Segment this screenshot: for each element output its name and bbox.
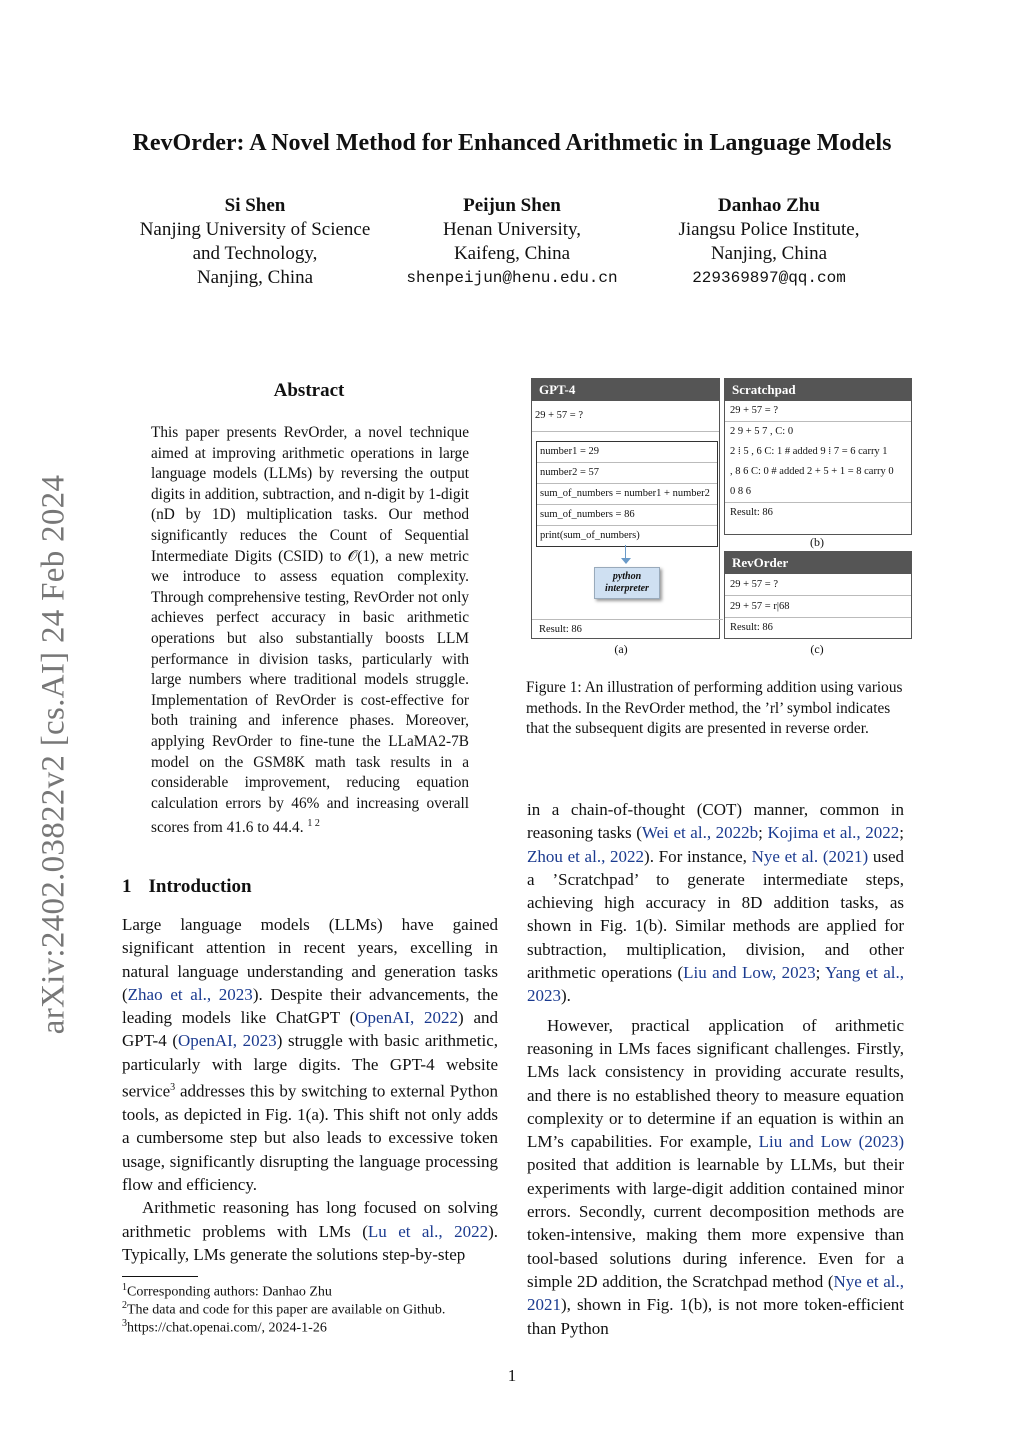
page-number: 1 [507, 1366, 517, 1385]
citation-link[interactable]: Yang et al., 2023 [527, 963, 904, 1006]
result-line: Result: 86 [730, 507, 773, 518]
paragraph: Large language models (LLMs) have gained significant attention in recent years, excelling in natural language understanding and generation tasks (Zhao et al., 2023). Despite their advancements, the leading models like ChatGPT (OpenAI, 2022) and GPT-4 (OpenAI, 2023) struggle with basic arithmetic, particularly with large digits. The GPT-4 website service$^3$ addresses this by switching to external Python tools, as depicted in Fig. 1(a). This shift not only adds a cumbersome step but also leads to excessive token usage, significantly disrupting the language processing flow and efficiency. [122, 915, 498, 1194]
python-interpreter-box: python interpreter [594, 567, 660, 599]
footnote: $^3$https://chat.openai.com/, 2024-1-26 [122, 1318, 327, 1336]
citation-link[interactable]: Liu and Low, 2023 [683, 963, 816, 983]
scratch-line: 29 + 57 = ? [725, 401, 911, 422]
author-block [126, 194, 384, 290]
citation-link[interactable]: Wei et al., 2022b [641, 823, 759, 843]
paragraph: However, practical application of arithmetic reasoning in LMs faces significant challenges. Firstly, LMs lack consistency in providing accurate results, and there is no established theory to measure equation complexity or to determine if an equation is within an LM’s capabilities. For example, Liu and Low (2023) posited that addition is learnable by LLMs, but their experiments with large-digit addition contained minor errors. Secondly, current decomposition methods are token-intensive, making them more expensive than tool-based solutions during inference. Even for a simple 2D addition, the Scratchpad method (Nye et al., 2021), shown in Fig. 1(b), is not more token-efficient than Python [527, 1015, 905, 1338]
revorder-line: 29 + 57 = ? [725, 574, 911, 596]
scratchpad-panel [724, 378, 912, 535]
section-heading: 1 Introduction [122, 876, 252, 897]
subfigure-label: (c) [810, 642, 824, 656]
scratch-line: 0 8 6 [725, 482, 911, 503]
footnote-ref[interactable]: 3 [170, 1082, 176, 1094]
footnote: $^1$Corresponding authors: Danhao Zhu [122, 1282, 332, 1300]
paragraph: in a chain-of-thought (COT) manner, common in reasoning tasks (Wei et al., 2022b; Kojima et al., 2022; Zhou et al., 2022). For instance, Nye et al. (2021) used a ’Scratchpad’ to generate intermediate steps, achieving high accuracy in 8D addition tasks, as shown in Fig. 1(b). Similar methods are applied for subtraction, multiplication, division, and other arithmetic operations (Liu and Low, 2023; Yang et al., 2023). [527, 800, 905, 1006]
footnote-divider [122, 1276, 198, 1277]
abstract-heading: Abstract [273, 380, 345, 401]
author-name: Si Shen [224, 195, 286, 216]
citation-link[interactable]: Kojima et al., 2022 [767, 823, 900, 843]
arrow-down-icon [621, 558, 631, 564]
author-affiliation: Kaifeng, China [453, 243, 571, 264]
question-line: 29 + 57 = ? [532, 401, 719, 432]
author-name: Peijun Shen [463, 195, 561, 216]
author-email[interactable]: shenpeijun@henu.edu.cn [406, 269, 618, 287]
revorder-line: 29 + 57 = r|68 [725, 596, 911, 618]
author-affiliation: Henan University, [442, 219, 582, 240]
arxiv-identifier[interactable]: arXiv:2402.03822v2 [cs.AI] 24 Feb 2024 [35, 474, 72, 1035]
figure-1 [531, 378, 911, 663]
code-line: number1 = 29 [537, 442, 717, 463]
citation-link[interactable]: Lu et al., 2022 [367, 1221, 489, 1241]
panel-header: RevOrder [725, 552, 911, 574]
footnote-url[interactable]: https://chat.openai.com/, 2024-1-26 [127, 1320, 327, 1336]
result-line: Result: 86 [730, 622, 773, 633]
abstract-body: This paper presents RevOrder, a novel technique aimed at improving arithmetic operations in large language models (LLMs) by reversing the output digits in addition, subtraction, and n-digit by 1-digit (nD by 1D) multiplication tasks. Our method significantly reduces the Count of Sequential Intermediate Digits (CSID) to 𝒪(1), a new metric we introduce to assess equation complexity. Through comprehensive testing, RevOrder not only achieves perfect accuracy in basic arithmetic operations but also substantially boosts LLM performance in division tasks, particularly with large numbers where traditional models struggle. Implementation of RevOrder is cost-effective for both training and inference phases. Moreover, applying RevOrder to fine-tune the LLaMA2-7B model on the GSM8K math task results in a considerable improvement, reducing equation calculation errors by 46% and increasing overall scores from 41.6 to 44.4. $^{1 2}$ [151, 424, 469, 837]
footnote: $^2$The data and code for this paper are available on Github. [122, 1300, 446, 1318]
code-line: print(sum_of_numbers) [540, 530, 640, 541]
code-line: sum_of_numbers = number1 + number2 [537, 484, 717, 505]
author-block [392, 194, 632, 290]
citation-link[interactable]: OpenAI, 2023 [178, 1031, 277, 1051]
scratch-line: , 8 6 C: 0 # added 2 + 5 + 1 = 8 carry 0 [730, 466, 894, 477]
author-affiliation: Jiangsu Police Institute, [678, 219, 860, 240]
complexity-notation: 𝒪(1) [347, 547, 376, 565]
subfigure-label: (b) [810, 535, 824, 549]
intro-left-column [122, 913, 498, 1266]
paragraph: Arithmetic reasoning has long focused on solving arithmetic problems with LMs (Lu et al., 2022). Typically, LMs generate the solutions step-by-step [122, 1198, 499, 1264]
citation-link[interactable]: Zhao et al., 2023 [127, 984, 253, 1004]
python-code-box [536, 441, 718, 547]
author-email[interactable]: 229369897@qq.com [692, 269, 846, 287]
result-line: Result: 86 [532, 619, 723, 640]
code-line: number2 = 57 [537, 463, 717, 484]
author-block [654, 194, 884, 290]
citation-link[interactable]: Zhou et al., 2022 [527, 846, 645, 866]
figure-caption: Figure 1: An illustration of performing addition using various methods. In the RevOrder method, the ’rl’ symbol indicates that the subsequent digits are presented in reverse order. [526, 679, 903, 738]
author-affiliation: Nanjing, China [196, 267, 314, 288]
footnote-marks[interactable]: 1 2 [307, 818, 320, 830]
intro-right-column [527, 798, 904, 1340]
paper-title: RevOrder: A Novel Method for Enhanced Arithmetic in Language Models [132, 130, 892, 156]
panel-header: Scratchpad [725, 379, 911, 401]
citation-link[interactable]: Liu and Low (2023) [758, 1132, 905, 1152]
gpt4-panel [531, 378, 720, 639]
revorder-panel [724, 551, 912, 639]
panel-header: GPT-4 [532, 379, 719, 401]
author-affiliation: and Technology, [192, 243, 318, 264]
author-name: Danhao Zhu [718, 195, 820, 216]
author-affiliation: Nanjing University of Science [139, 219, 371, 240]
code-line: sum_of_numbers = 86 [537, 505, 717, 526]
author-affiliation: Nanjing, China [710, 243, 828, 264]
subfigure-label: (a) [614, 642, 628, 656]
citation-link[interactable]: Nye et al., 2021 [527, 1271, 904, 1315]
scratch-line: 2 9 + 5 7 , C: 0 [730, 426, 794, 437]
citation-link[interactable]: OpenAI, 2022 [355, 1008, 459, 1028]
scratch-line: 2 ⁞ 5 , 6 C: 1 # added 9 ⁞ 7 = 6 carry 1 [730, 446, 888, 457]
citation-link[interactable]: Nye et al. (2021) [751, 846, 869, 866]
